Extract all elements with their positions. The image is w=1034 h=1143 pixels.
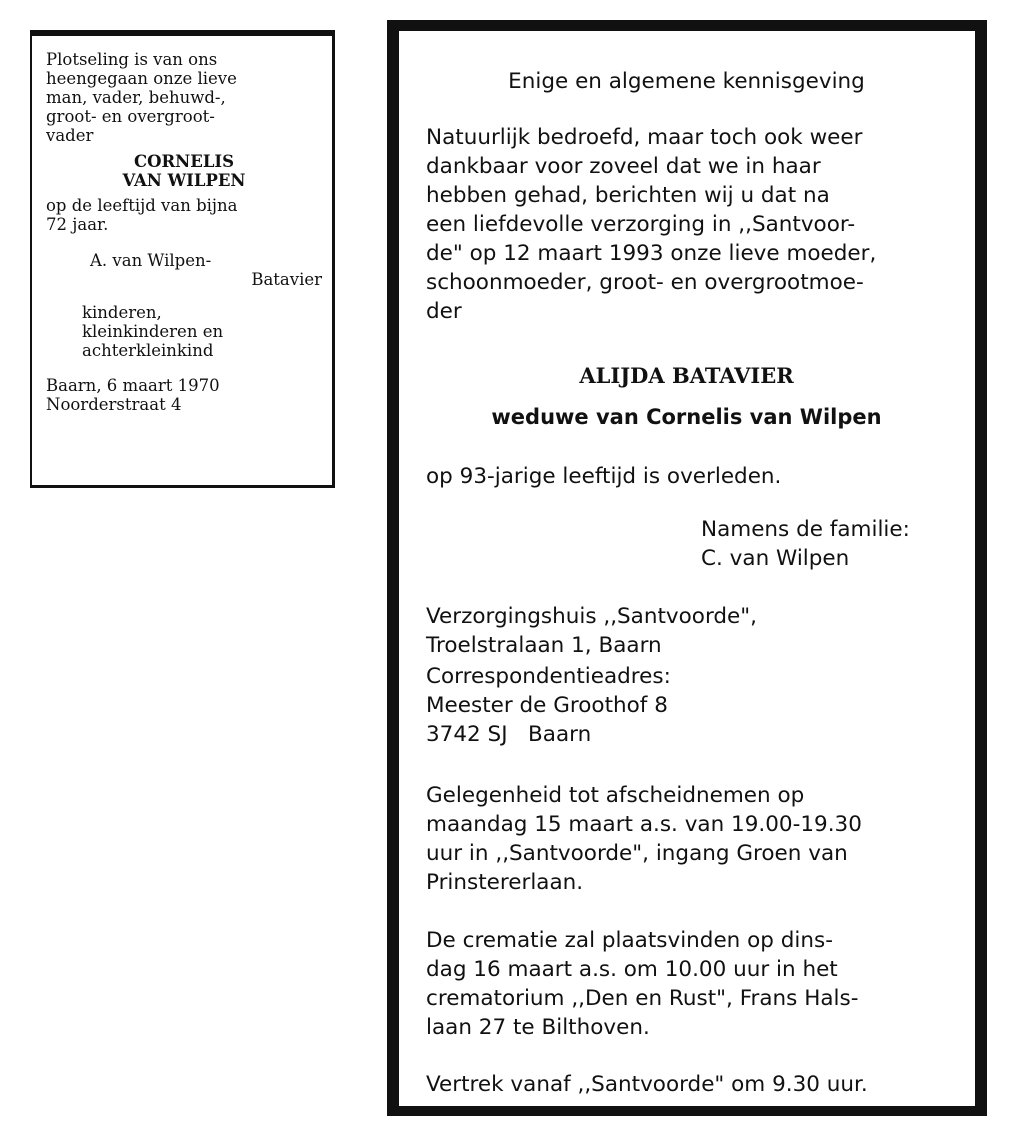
- signoff: [701, 515, 947, 573]
- cremation-info: [426, 926, 947, 1042]
- signoff-line2: C. van Wilpen: [701, 546, 850, 571]
- cremation-line: dag 16 maart a.s. om 10.00 uur in het: [426, 957, 838, 982]
- family-members: [82, 303, 322, 360]
- intro-line: groot- en overgroot-: [46, 107, 215, 126]
- intro-line: heengegaan onze lieve: [46, 69, 237, 88]
- deceased-last-name: VAN WILPEN: [122, 171, 246, 190]
- viewing-line: Gelegenheid tot afscheidnemen op: [426, 783, 805, 808]
- widow-of: weduwe van Cornelis van Wilpen: [491, 405, 882, 429]
- signoff-line1: Namens de familie:: [701, 517, 910, 542]
- obituary-notice-alijda: [387, 20, 987, 1116]
- intro-text: [46, 50, 322, 145]
- intro-line: vader: [46, 126, 94, 145]
- place-date: Baarn, 6 maart 1970: [46, 376, 220, 395]
- spouse-name: [90, 251, 322, 289]
- viewing-line: uur in ,,Santvoorde", ingang Groen van: [426, 841, 848, 866]
- address-line: Troelstralaan 1, Baarn: [426, 633, 662, 658]
- spouse-name-line2: Batavier: [251, 270, 322, 289]
- intro-line: Natuurlijk bedroefd, maar toch ook weer: [426, 125, 863, 150]
- family-line: kleinkinderen en: [82, 322, 224, 341]
- intro-line: Plotseling is van ons: [46, 50, 218, 69]
- spouse-name-line1: A. van Wilpen-: [90, 251, 212, 270]
- home-address: Noorderstraat 4: [46, 395, 182, 414]
- intro-line: schoonmoeder, groot- en overgrootmoe-: [426, 270, 864, 295]
- age-line: op de leeftijd van bijna: [46, 196, 238, 215]
- correspondence-address: [426, 662, 947, 749]
- intro-line: man, vader, behuwd-,: [46, 88, 226, 107]
- intro-text: [426, 123, 947, 326]
- deceased-first-name: CORNELIS: [133, 152, 235, 171]
- cremation-line: laan 27 te Bilthoven.: [426, 1015, 650, 1040]
- deceased-name: ALIJDA BATAVIER: [579, 363, 794, 388]
- departure-info: Vertrek vanaf ,,Santvoorde" om 9.30 uur.: [426, 1072, 868, 1097]
- intro-line: hebben gehad, berichten wij u dat na: [426, 183, 830, 208]
- correspondence-line: 3742 SJ Baarn: [426, 722, 592, 747]
- care-home-address: [426, 602, 947, 660]
- place-and-address: [46, 376, 322, 414]
- age-line: 72 jaar.: [46, 215, 109, 234]
- viewing-info: [426, 781, 947, 897]
- deceased-name: [46, 152, 322, 190]
- address-line: Verzorgingshuis ,,Santvoorde",: [426, 604, 758, 629]
- family-line: achterkleinkind: [82, 341, 214, 360]
- viewing-line: maandag 15 maart a.s. van 19.00-19.30: [426, 812, 862, 837]
- age-line: op 93-jarige leeftijd is overleden.: [426, 464, 782, 489]
- intro-line: der: [426, 299, 462, 324]
- cremation-line: crematorium ,,Den en Rust", Frans Hals-: [426, 986, 859, 1011]
- family-line: kinderen,: [82, 303, 162, 322]
- viewing-line: Prinstererlaan.: [426, 870, 584, 895]
- intro-line: een liefdevolle verzorging in ,,Santvoor-: [426, 212, 856, 237]
- obituary-notice-cornelis: [30, 30, 335, 488]
- intro-line: dankbaar voor zoveel dat we in haar: [426, 154, 821, 179]
- notice-heading: Enige en algemene kennisgeving: [508, 69, 865, 94]
- cremation-line: De crematie zal plaatsvinden op dins-: [426, 928, 833, 953]
- correspondence-line: Correspondentieadres:: [426, 664, 671, 689]
- correspondence-line: Meester de Groothof 8: [426, 693, 668, 718]
- age-text: [46, 196, 322, 234]
- intro-line: de" op 12 maart 1993 onze lieve moeder,: [426, 241, 877, 266]
